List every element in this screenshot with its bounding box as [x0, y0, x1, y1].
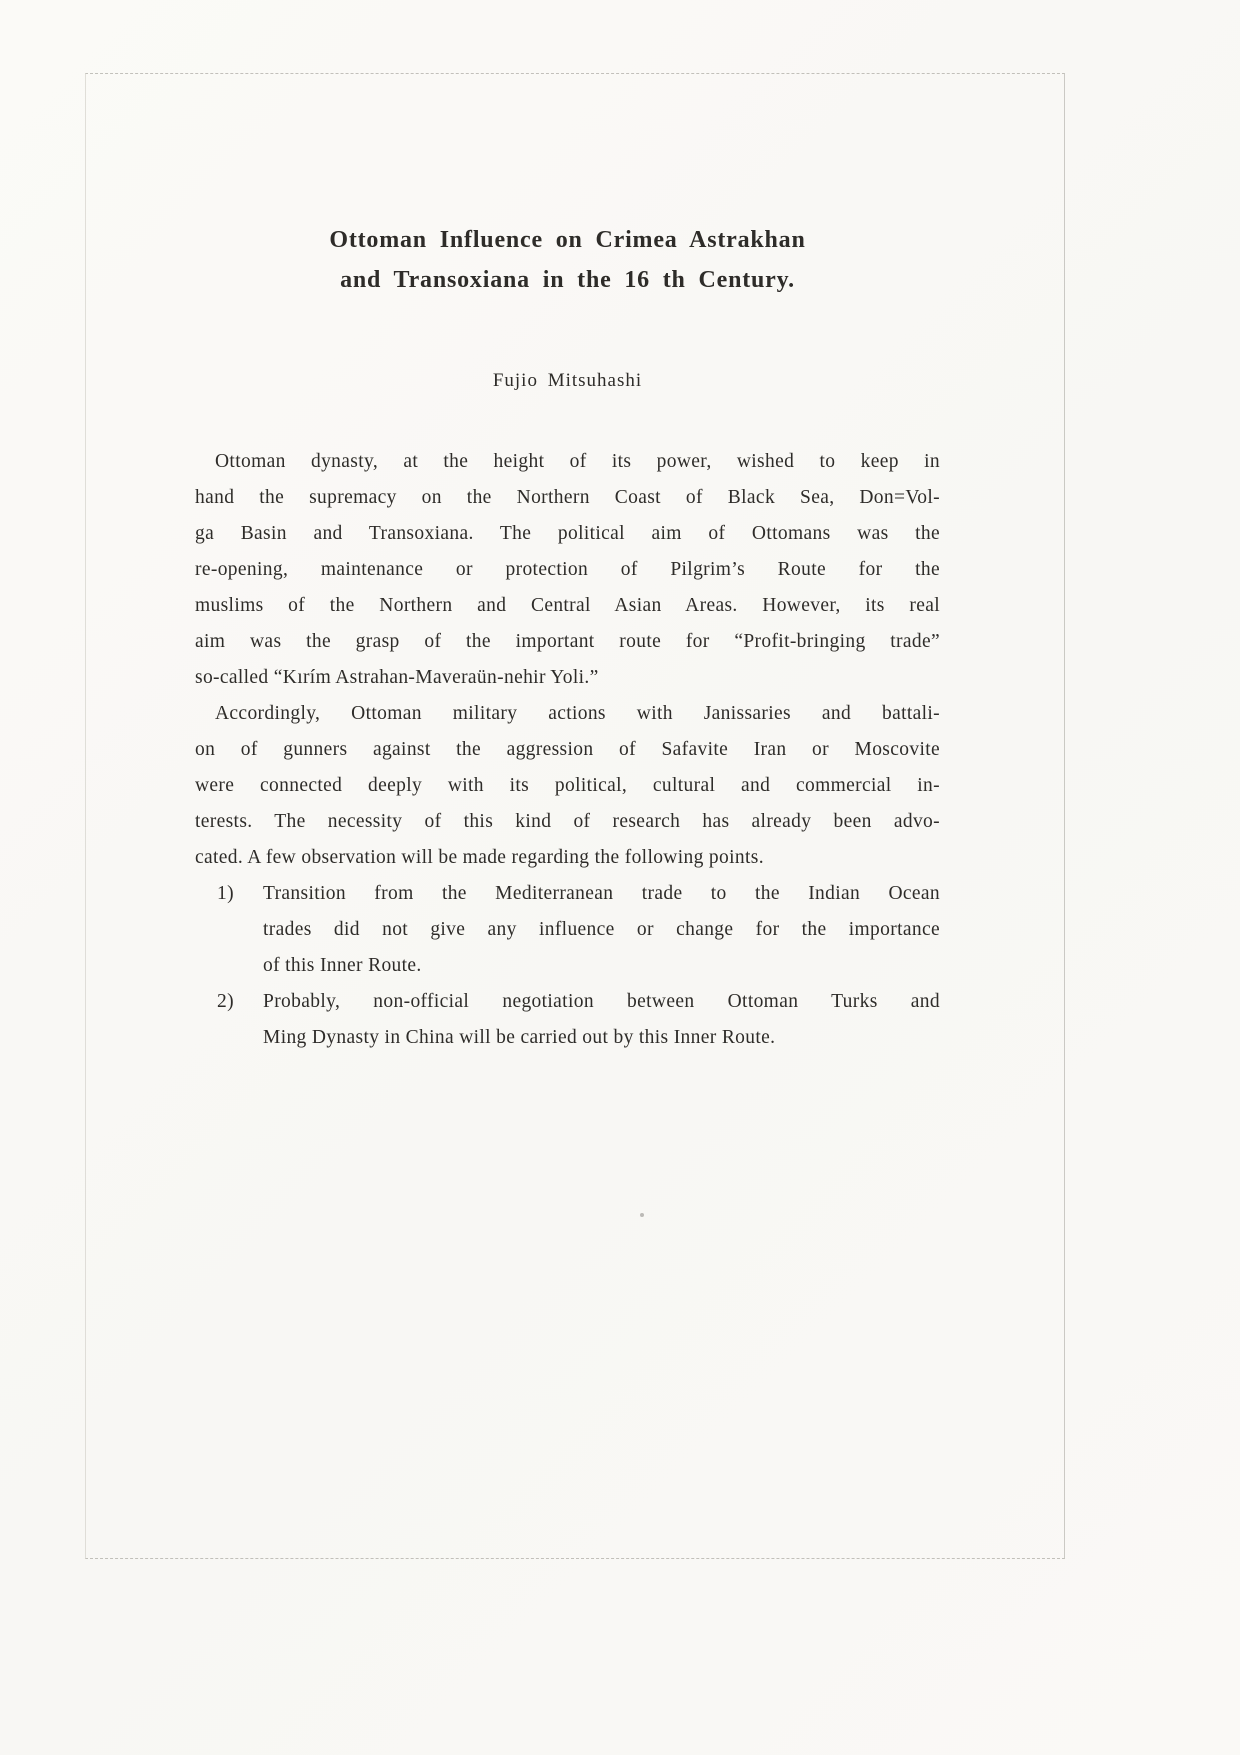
paragraph-2: [195, 696, 940, 876]
text-line: aim was the grasp of the important route for “Profit-bringing trade”: [195, 631, 940, 652]
paper-title-line-2: and Transoxiana in the 16 th Century.: [340, 267, 795, 293]
text-line: trades did not give any influence or change for the importance: [263, 919, 940, 940]
list-item-1: [195, 876, 940, 984]
paper-title-line-1: Ottoman Influence on Crimea Astrakhan: [329, 227, 806, 253]
text-line: on of gunners against the aggression of Safavite Iran or Moscovite: [195, 739, 940, 760]
text-line: Transition from the Mediterranean trade to the Indian Ocean: [263, 883, 940, 904]
text-line: muslims of the Northern and Central Asian Areas. However, its real: [195, 595, 940, 616]
page-content: [195, 0, 940, 1056]
list-item-2-text: [263, 984, 940, 1056]
text-line: Accordingly, Ottoman military actions with Janissaries and battali-: [215, 703, 940, 724]
text-line: Ottoman dynasty, at the height of its power, wished to keep in: [215, 451, 940, 472]
scan-speck: [640, 1213, 644, 1217]
author-name: Fujio Mitsuhashi: [492, 370, 643, 391]
list-item-2: [195, 984, 940, 1056]
text-line: cated. A few observation will be made regarding the following points.: [195, 847, 764, 868]
list-item-1-marker: 1): [217, 883, 234, 904]
list-item-2-marker: 2): [217, 991, 234, 1012]
text-line: re-opening, maintenance or protection of Pilgrim’s Route for the: [195, 559, 940, 580]
text-line: so-called “Kırím Astrahan-Maveraün-nehir Yoli.”: [195, 667, 599, 688]
text-line: Ming Dynasty in China will be carried out by this Inner Route.: [263, 1027, 776, 1048]
text-line: terests. The necessity of this kind of research has already been advo-: [195, 811, 940, 832]
paragraph-1: [195, 444, 940, 696]
text-line: Probably, non-official negotiation between Ottoman Turks and: [263, 991, 940, 1012]
list-item-1-text: [263, 876, 940, 984]
text-line: ga Basin and Transoxiana. The political aim of Ottomans was the: [195, 523, 940, 544]
text-line: were connected deeply with its political, cultural and commercial in-: [195, 775, 940, 796]
text-line: hand the supremacy on the Northern Coast of Black Sea, Don=Vol-: [195, 487, 940, 508]
paper-title: [195, 220, 940, 300]
text-line: of this Inner Route.: [263, 955, 422, 976]
